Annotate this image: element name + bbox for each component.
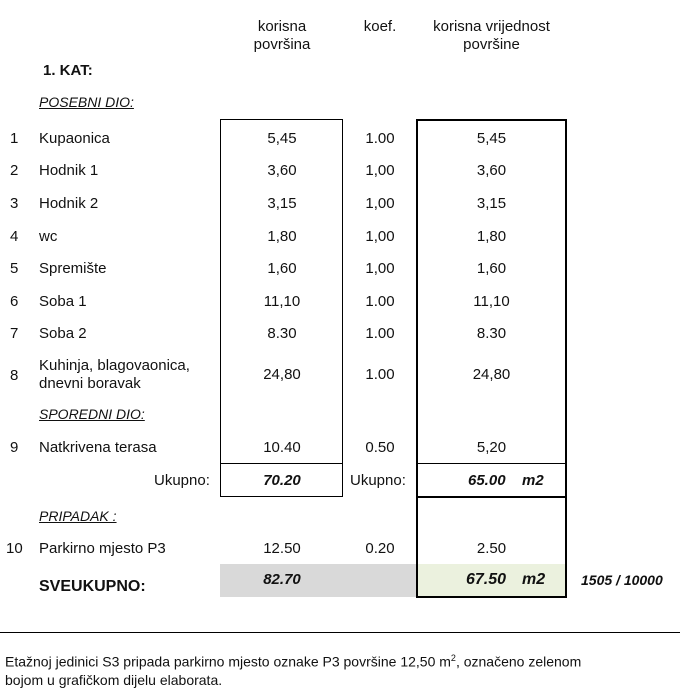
row-area: 11,10 [263, 293, 301, 310]
row-value: 3,60 [476, 162, 507, 179]
row-name: Soba 2 [39, 325, 87, 342]
row-coef: 1,00 [365, 195, 395, 212]
row-name-line1: Kuhinja, blagovaonica, [39, 357, 190, 374]
footnote-line1 [5, 649, 581, 671]
row-value: 2.50 [476, 540, 507, 557]
subtotal-coef-label: Ukupno: [350, 472, 406, 489]
floor-title: 1. KAT: [43, 62, 93, 79]
row-name [39, 357, 190, 393]
row-name: wc [39, 228, 58, 245]
grand-total-area: 82.70 [263, 571, 301, 588]
row-area: 3,60 [267, 162, 297, 179]
row-coef: 1.00 [365, 366, 395, 383]
row-area: 1,80 [267, 228, 297, 245]
footnote-superscript: 2 [450, 653, 456, 663]
row-area: 10.40 [263, 439, 301, 456]
row-name: Soba 1 [39, 293, 87, 310]
subtotal-value: 65.00 [468, 472, 506, 489]
header-area-line1: korisna [257, 18, 307, 35]
grand-total-value: 67.50 [466, 571, 507, 588]
section-side: SPOREDNI DIO: [39, 406, 145, 422]
row-coef: 1.00 [365, 130, 395, 147]
row-area: 24,80 [263, 366, 301, 383]
row-area: 8.30 [267, 325, 297, 342]
row-name: Kupaonica [39, 130, 110, 147]
row-number: 8 [10, 367, 19, 384]
row-coef: 1,00 [365, 260, 395, 277]
header-value-line1: korisna vrijednost [433, 18, 550, 35]
subtotal-line-value [417, 463, 565, 464]
subtotal-label: Ukupno: [154, 472, 210, 489]
subtotal-line-area [220, 463, 343, 464]
row-name-line2: dnevni boravak [39, 375, 141, 392]
row-area: 1,60 [267, 260, 297, 277]
row-value: 8.30 [476, 325, 507, 342]
row-coef: 0.50 [365, 439, 395, 456]
row-value: 3,15 [476, 195, 507, 212]
row-number: 7 [10, 325, 19, 342]
row-value: 11,10 [473, 293, 510, 310]
row-area: 5,45 [267, 130, 297, 147]
footnote-line2: bojom u grafičkom dijelu elaborata. [5, 671, 223, 688]
grand-total-label: SVEUKUPNO: [39, 578, 146, 595]
header-coef: koef. [363, 18, 397, 35]
row-coef: 1,00 [365, 162, 395, 179]
grand-total-unit: m2 [522, 571, 546, 588]
row-value: 5,20 [476, 439, 507, 456]
row-name: Hodnik 1 [39, 162, 99, 179]
row-number: 1 [10, 130, 19, 147]
header-area-line2: površina [253, 36, 311, 53]
row-area: 12.50 [263, 540, 301, 557]
row-number: 3 [10, 195, 19, 212]
row-coef: 1.00 [365, 325, 395, 342]
footnote [5, 649, 581, 689]
footnote-text-a: Etažnoj jedinici S3 pripada parkirno mjesto oznake P3 površine 12,50 m [5, 653, 451, 670]
subtotal-bottom-value [417, 496, 565, 498]
row-value: 5,45 [476, 130, 507, 147]
row-coef: 0.20 [365, 540, 395, 557]
row-coef: 1.00 [365, 293, 395, 310]
row-name: Natkrivena terasa [39, 439, 157, 456]
row-number: 9 [10, 439, 19, 456]
row-number: 10 [6, 540, 23, 557]
subtotal-unit: m2 [522, 472, 544, 489]
header-value [418, 18, 565, 54]
note-divider [0, 632, 680, 633]
row-name: Hodnik 2 [39, 195, 99, 212]
row-number: 4 [10, 228, 19, 245]
value-column-box [416, 119, 567, 598]
row-name: Parkirno mjesto P3 [39, 540, 166, 557]
row-number: 2 [10, 162, 19, 179]
row-value: 24,80 [472, 366, 511, 383]
section-belong: PRIPADAK : [39, 508, 117, 524]
header-area [221, 18, 343, 54]
row-value: 1,80 [476, 228, 507, 245]
ownership-share: 1505 / 10000 [581, 572, 663, 588]
section-main: POSEBNI DIO: [39, 94, 134, 110]
row-value: 1,60 [476, 260, 507, 277]
row-number: 6 [10, 293, 19, 310]
subtotal-area: 70.20 [263, 472, 301, 489]
row-name: Spremište [39, 260, 107, 277]
row-number: 5 [10, 260, 19, 277]
row-area: 3,15 [267, 195, 297, 212]
row-coef: 1,00 [365, 228, 395, 245]
footnote-text-b: , označeno zelenom [455, 653, 582, 670]
header-value-line2: površine [463, 36, 520, 53]
